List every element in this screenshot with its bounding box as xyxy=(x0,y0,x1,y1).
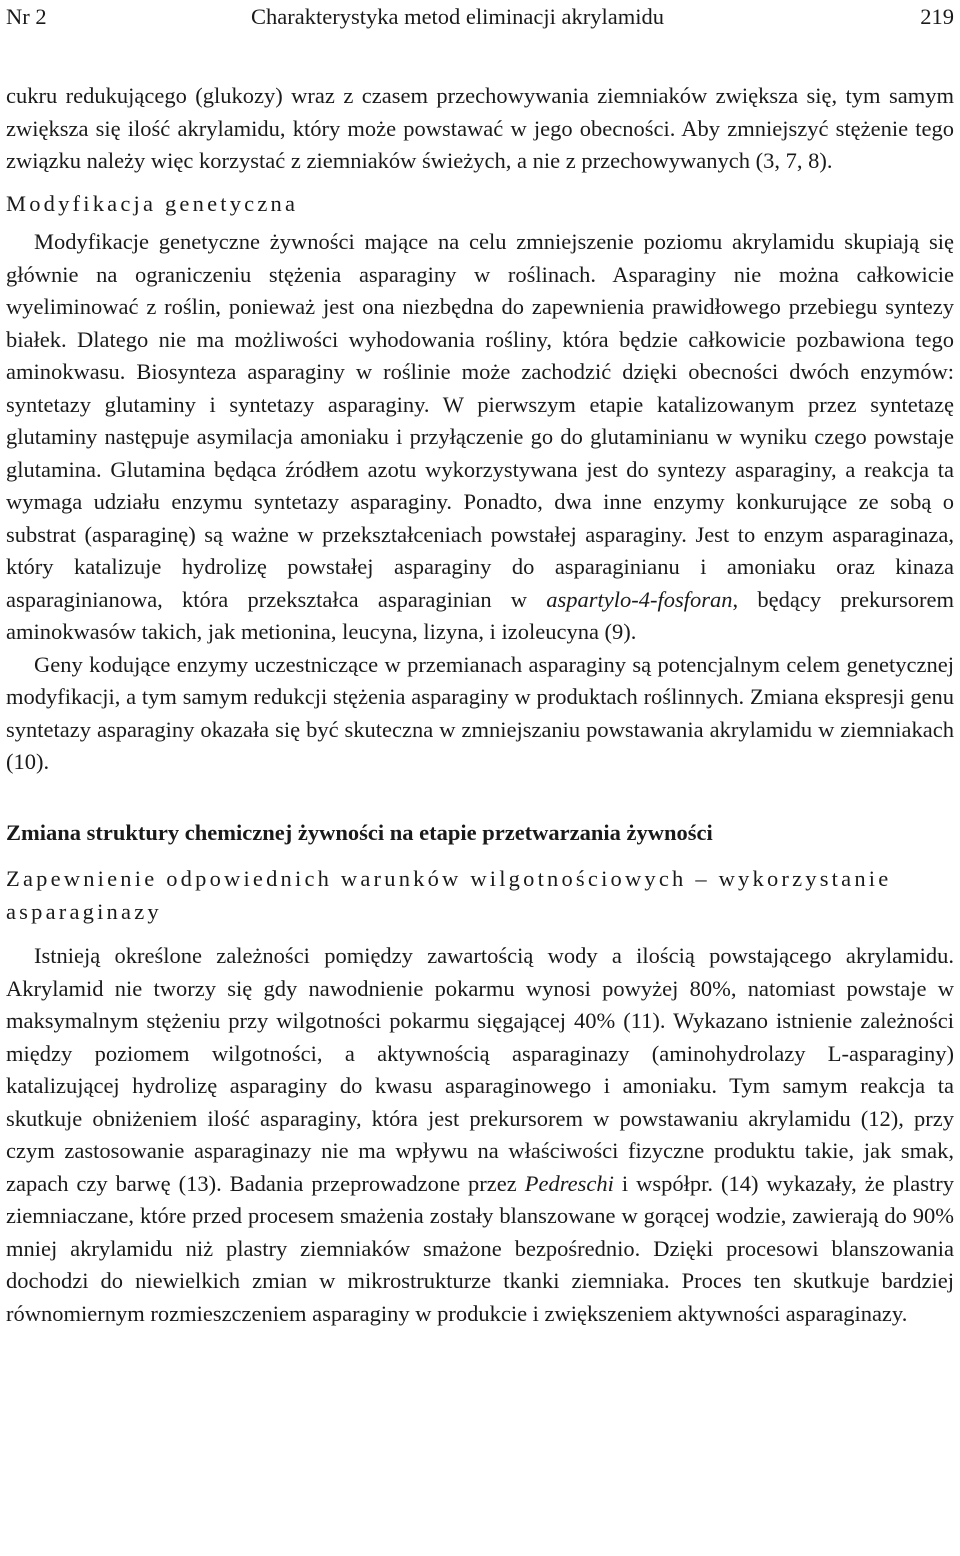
subsection-heading-moisture: Zapewnienie odpowiednich warunków wilgotnościowych – wykorzystanie asparaginazy xyxy=(6,866,892,924)
moisture-paragraph xyxy=(6,940,954,1330)
article-body xyxy=(6,80,954,1330)
gm-para1-italic-term: aspartylo-4-fosforan xyxy=(546,586,733,612)
moisture-para-text-a: Istnieją określone zależności pomiędzy zawartością wody a ilością powstającego akrylamidu. Akrylamid nie tworzy się gdy nawodnienie pokarmu wynosi powyżej 80%, natomiast powstaje w maksymalnym stężeniu przy wilgotności pokarmu sięgającej 40% (11). Wykazano istnienie zależności między poziomem wilgotności, a aktywnością asparaginazy (aminohydrolazy L-asparaginy) katalizującej hydrolizę asparaginy do kwasu asparaginowego i amoniaku. Tym samym reakcja ta skutkuje obniżeniem ilość asparaginy, która jest prekursorem w powstawaniu akrylamidu (12), przy czym zastosowanie asparaginazy nie ma wpływu na właściwości fizyczne produktu takie, jak smak, zapach czy barwę (13). Badania przeprowadzone przez xyxy=(6,943,954,1196)
section-heading-chemical-structure: Zmiana struktury chemicznej żywności na etapie przetwarzania żywności xyxy=(6,819,713,845)
gm-para1-text-b: , będący prekursorem aminokwasów takich, jak metionina, leucyna, lizyna, i izoleucyna (9). xyxy=(6,586,954,644)
issue-number: Nr 2 xyxy=(6,4,47,29)
page-number: 219 xyxy=(920,4,954,29)
intro-paragraph: cukru redukującego (glukozy) wraz z czasem przechowywania ziemniaków zwiększa się, tym samym zwiększa się ilość akrylamidu, który może powstawać w jego obecności. Aby zmniejszyć stężenie tego związku należy więc korzystać z ziemniaków świeżych, a nie z przechowywanych (3, 7, 8). xyxy=(6,83,954,173)
genetic-modification-paragraph-1 xyxy=(6,226,954,649)
running-header xyxy=(6,2,954,32)
genetic-modification-paragraph-2: Geny kodujące enzymy uczestniczące w przemianach asparaginy są potencjalnym celem genetycznej modyfikacji, a tym samym redukcji stężenia asparaginy w produktach roślinnych. Zmiana ekspresji genu syntetazy asparaginy okazała się być skuteczna w zmniejszaniu powstawania akrylamidu w ziemniakach (10). xyxy=(6,651,954,774)
gm-para1-text-a: Modyfikacje genetyczne żywności mające na celu zmniejszenie poziomu akrylamidu skupiają się głównie na ograniczeniu stężenia asparaginy w roślinach. Asparaginy nie można całkowicie wyeliminować z roślin, ponieważ jest ona niezbędna do zapewnienia prawidłowego przebiegu syntezy białek. Dlatego nie ma możliwości wyhodowania rośliny, która będzie całkowicie pozbawiona tego aminokwasu. Biosynteza asparaginy w roślinie może zachodzić dzięki obecności dwóch enzymów: syntetazy glutaminy i syntetazy asparaginy. W pierwszym etapie katalizowanym przez syntetazę glutaminy następuje asymilacja amoniaku i przyłączenie go do glutaminianu w wyniku czego powstaje glutamina. Glutamina będąca źródłem azotu wykorzystywana jest do syntezy asparaginy, a reakcja ta wymaga udziału enzymu syntetazy asparaginy. Ponadto, dwa inne enzymy konkurujące ze sobą o substrat (asparaginę) są ważne w przekształceniach powstałej asparaginy. Jest to enzym asparaginaza, który katalizuje hydrolizę powstałej asparaginy do asparaginianu i amoniaku oraz kinaza asparaginianowa, która przekształca asparaginian w xyxy=(6,229,954,612)
section-heading-genetic-modification: Modyfikacja genetyczna xyxy=(6,190,299,216)
running-title: Charakterystyka metod eliminacji akrylamidu xyxy=(251,4,664,29)
moisture-para-italic-author: Pedreschi xyxy=(524,1170,614,1196)
moisture-para-text-b: i współpr. (14) wykazały, że plastry ziemniaczane, które przed procesem smażenia zostały blanszowane w gorącej wodzie, zawierają do 90% mniej akrylamidu niż plastry ziemniaków smażone bezpośrednio. Dzięki procesowi blanszowania dochodzi do niewielkich zmian w mikrostrukturze tkanki ziemniaka. Proces ten skutkuje bardziej równomiernym rozmieszczeniem asparaginy w produkcie i zwiększeniem aktywności asparaginazy. xyxy=(6,1170,954,1326)
